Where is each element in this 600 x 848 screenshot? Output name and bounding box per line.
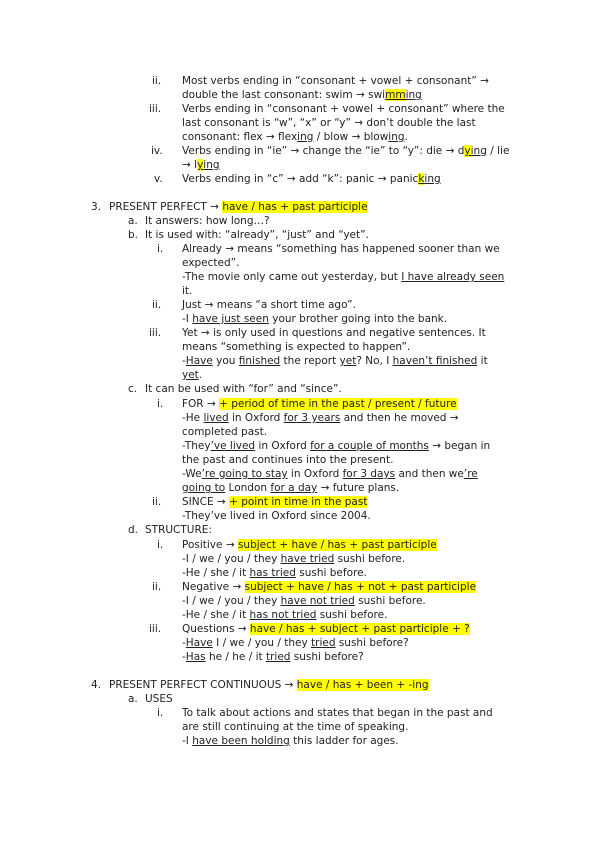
text-run: I / we / you / they bbox=[212, 637, 312, 649]
highlighted-text: subject + have / has + past participle bbox=[237, 539, 437, 551]
underlined-text: ’re going to stay bbox=[201, 468, 288, 480]
underlined-text: haven’t finished bbox=[392, 355, 478, 367]
text-run: Verbs ending in “ie” → change the “ie” to “y”: die → d bbox=[182, 145, 465, 157]
text-line bbox=[182, 130, 408, 144]
underlined-text: ing bbox=[405, 89, 422, 101]
text-run: the report bbox=[280, 355, 340, 367]
highlighted-text: + period of time in the past / present / future bbox=[219, 398, 457, 410]
underlined-text: Has bbox=[185, 651, 206, 663]
underlined-text: ing bbox=[297, 131, 314, 143]
text-run: sushi before? bbox=[335, 637, 409, 649]
text-run: It is used with: “already”, “just” and “yet”. bbox=[145, 229, 369, 241]
list-marker: iii. bbox=[149, 327, 162, 339]
list-marker: d. bbox=[128, 524, 139, 536]
highlighted-underlined-text: y bbox=[197, 159, 204, 171]
text-run: Verbs ending in “c” → add “k”: panic → panic bbox=[182, 173, 419, 185]
list-marker: i. bbox=[157, 398, 164, 410]
text-line bbox=[182, 608, 387, 622]
list-marker: v. bbox=[154, 173, 163, 185]
text-run: and then we bbox=[395, 468, 464, 480]
text-run: USES bbox=[145, 693, 173, 705]
text-line bbox=[182, 580, 476, 594]
text-line bbox=[182, 720, 408, 734]
highlighted-text: have / has + past participle bbox=[222, 201, 368, 213]
text-run: - bbox=[182, 651, 186, 663]
text-run: -I bbox=[182, 735, 193, 747]
text-run: this ladder for ages. bbox=[289, 735, 399, 747]
text-run: your brother going into the bank. bbox=[268, 313, 448, 325]
text-run: the past and continues into the present. bbox=[182, 454, 394, 466]
text-run: STRUCTURE: bbox=[145, 524, 212, 536]
list-marker: ii. bbox=[152, 75, 162, 87]
text-run: Verbs ending in “consonant + vowel + consonant” where the bbox=[182, 103, 505, 115]
text-run: double the last consonant: swim → swi bbox=[182, 89, 386, 101]
text-run: PRESENT PERFECT → bbox=[109, 201, 223, 213]
text-run: Just → means “a short time ago”. bbox=[182, 299, 356, 311]
text-line bbox=[182, 594, 426, 608]
text-line bbox=[182, 312, 447, 326]
text-run: -He bbox=[182, 412, 204, 424]
text-line bbox=[182, 172, 441, 186]
underlined-text: ’ve lived bbox=[210, 440, 256, 452]
text-run: are still continuing at the time of speaking. bbox=[182, 721, 409, 733]
text-run: Negative → bbox=[182, 581, 245, 593]
text-run: ? No, I bbox=[356, 355, 393, 367]
highlighted-text: + point in time in the past bbox=[229, 496, 368, 508]
text-line bbox=[182, 411, 459, 425]
text-line bbox=[182, 509, 371, 523]
text-line bbox=[182, 650, 364, 664]
text-run: in Oxford bbox=[228, 412, 284, 424]
list-marker: ii. bbox=[152, 496, 162, 508]
text-run: -They bbox=[182, 440, 211, 452]
text-run: / blow → blow bbox=[313, 131, 389, 143]
text-run: -We bbox=[182, 468, 202, 480]
text-run: / lie bbox=[486, 145, 510, 157]
list-marker: ii. bbox=[152, 299, 162, 311]
text-line bbox=[182, 270, 504, 284]
text-run: means “something is expected to happen”. bbox=[182, 341, 411, 353]
highlighted-text: have / has + subject + past participle + ? bbox=[249, 623, 470, 635]
list-marker: a. bbox=[128, 215, 138, 227]
underlined-text: ’re bbox=[463, 468, 478, 480]
list-marker: iii. bbox=[149, 103, 162, 115]
underlined-text: has not tried bbox=[249, 609, 317, 621]
text-line bbox=[182, 284, 192, 298]
text-run: -I bbox=[182, 313, 193, 325]
underlined-text: yet bbox=[339, 355, 357, 367]
text-run: in Oxford bbox=[255, 440, 311, 452]
underlined-text: finished bbox=[238, 355, 281, 367]
text-line bbox=[182, 425, 267, 439]
text-line bbox=[145, 523, 212, 537]
text-run: -The movie only came out yesterday, but bbox=[182, 271, 402, 283]
underlined-text: yet bbox=[182, 369, 199, 381]
text-run: you bbox=[212, 355, 239, 367]
underlined-text: has tried bbox=[249, 567, 296, 579]
text-line bbox=[182, 734, 399, 748]
list-marker: ii. bbox=[152, 581, 162, 593]
text-line bbox=[182, 439, 490, 453]
highlighted-underlined-text: k bbox=[418, 173, 425, 185]
underlined-text: lived bbox=[203, 412, 229, 424]
text-line bbox=[182, 397, 457, 411]
text-line bbox=[182, 566, 367, 580]
text-run: PRESENT PERFECT CONTINUOUS → bbox=[109, 679, 297, 691]
text-run: last consonant is “w”, “x” or “y” → don’t double the last bbox=[182, 117, 476, 129]
text-run: Positive → bbox=[182, 539, 238, 551]
list-marker: 3. bbox=[91, 201, 102, 213]
underlined-text: ing bbox=[470, 145, 487, 157]
text-run: he / he / it bbox=[205, 651, 266, 663]
text-run: London bbox=[225, 482, 271, 494]
text-run: completed past. bbox=[182, 426, 268, 438]
text-line bbox=[182, 538, 437, 552]
text-line bbox=[145, 382, 342, 396]
underlined-text: Have bbox=[185, 355, 213, 367]
text-run: Yet → is only used in questions and negative sentences. It bbox=[182, 327, 486, 339]
text-line bbox=[182, 326, 486, 340]
text-run: -I / we / you / they bbox=[182, 553, 281, 565]
underlined-text: ing bbox=[424, 173, 441, 185]
text-run: Already → means “something has happened sooner than we bbox=[182, 243, 500, 255]
list-marker: b. bbox=[128, 229, 139, 241]
text-run: It can be used with “for” and “since”. bbox=[145, 383, 342, 395]
text-line bbox=[182, 144, 509, 158]
text-line bbox=[182, 467, 478, 481]
text-run: - bbox=[182, 355, 186, 367]
text-line bbox=[145, 214, 270, 228]
text-run: sushi before. bbox=[295, 567, 367, 579]
underlined-text: for 3 days bbox=[342, 468, 396, 480]
underlined-text: for 3 years bbox=[283, 412, 341, 424]
text-line bbox=[182, 158, 220, 172]
highlighted-underlined-text: mm bbox=[385, 89, 406, 101]
underlined-text: ing bbox=[203, 159, 220, 171]
text-line bbox=[182, 706, 493, 720]
text-line bbox=[182, 242, 500, 256]
underlined-text: tried bbox=[265, 651, 291, 663]
text-line bbox=[182, 636, 409, 650]
text-run: in Oxford bbox=[287, 468, 343, 480]
text-run: and then he moved → bbox=[340, 412, 459, 424]
text-line bbox=[182, 453, 393, 467]
underlined-text: tried bbox=[311, 637, 336, 649]
text-run: To talk about actions and states that began in the past and bbox=[182, 707, 493, 719]
underlined-text: I have already seen bbox=[401, 271, 505, 283]
text-line bbox=[145, 228, 369, 242]
text-run: FOR → bbox=[182, 398, 220, 410]
text-run: -They’ve lived in Oxford since 2004. bbox=[182, 510, 371, 522]
underlined-text: for a couple of months bbox=[310, 440, 429, 452]
text-line bbox=[182, 74, 489, 88]
text-line bbox=[145, 692, 173, 706]
text-line bbox=[182, 622, 470, 636]
text-run: -He / she / it bbox=[182, 609, 250, 621]
text-line bbox=[109, 200, 368, 214]
text-run: -He / she / it bbox=[182, 567, 250, 579]
text-run: sushi before. bbox=[354, 595, 426, 607]
underlined-text: have been holding bbox=[192, 735, 290, 747]
highlighted-text: have / has + been + -ing bbox=[296, 679, 429, 691]
list-marker: 4. bbox=[91, 679, 102, 691]
text-line bbox=[182, 256, 239, 270]
text-line bbox=[182, 481, 399, 495]
text-run: → began in bbox=[428, 440, 491, 452]
underlined-text: have not tried bbox=[280, 595, 355, 607]
list-marker: c. bbox=[128, 383, 138, 395]
text-run: . bbox=[198, 369, 203, 381]
text-run: sushi before. bbox=[334, 553, 406, 565]
text-run: sushi before. bbox=[316, 609, 388, 621]
text-run: - bbox=[182, 637, 186, 649]
underlined-text: Have bbox=[185, 637, 213, 649]
text-run: sushi before? bbox=[290, 651, 364, 663]
text-run: it bbox=[477, 355, 488, 367]
list-marker: i. bbox=[157, 539, 164, 551]
underlined-text: going to bbox=[182, 482, 226, 494]
text-line bbox=[109, 678, 429, 692]
text-run: SINCE → bbox=[182, 496, 230, 508]
underlined-text: ing bbox=[388, 131, 405, 143]
list-marker: iv. bbox=[151, 145, 163, 157]
text-line bbox=[182, 354, 488, 368]
text-run: It answers: how long…? bbox=[145, 215, 270, 227]
text-line bbox=[182, 102, 505, 116]
text-run: -I / we / you / they bbox=[182, 595, 281, 607]
text-line bbox=[182, 116, 476, 130]
text-run: Most verbs ending in “consonant + vowel + consonant” → bbox=[182, 75, 489, 87]
list-marker: i. bbox=[157, 707, 164, 719]
list-marker: iii. bbox=[149, 623, 162, 635]
text-run: consonant: flex → flex bbox=[182, 131, 298, 143]
text-run: → l bbox=[182, 159, 198, 171]
text-line bbox=[182, 368, 202, 382]
text-run: it. bbox=[182, 285, 193, 297]
text-run: . bbox=[404, 131, 408, 143]
underlined-text: for a day bbox=[270, 482, 318, 494]
underlined-text: have tried bbox=[280, 553, 335, 565]
highlighted-underlined-text: y bbox=[464, 145, 471, 157]
underlined-text: have just seen bbox=[192, 313, 269, 325]
highlighted-text: subject + have / has + not + past participle bbox=[244, 581, 477, 593]
text-run: expected”. bbox=[182, 257, 240, 269]
text-line bbox=[182, 88, 422, 102]
text-line bbox=[182, 340, 410, 354]
list-marker: a. bbox=[128, 693, 138, 705]
text-run: → future plans. bbox=[317, 482, 400, 494]
text-line bbox=[182, 495, 367, 509]
list-marker: i. bbox=[157, 243, 164, 255]
text-run: Questions → bbox=[182, 623, 250, 635]
text-line bbox=[182, 552, 405, 566]
text-line bbox=[182, 298, 356, 312]
